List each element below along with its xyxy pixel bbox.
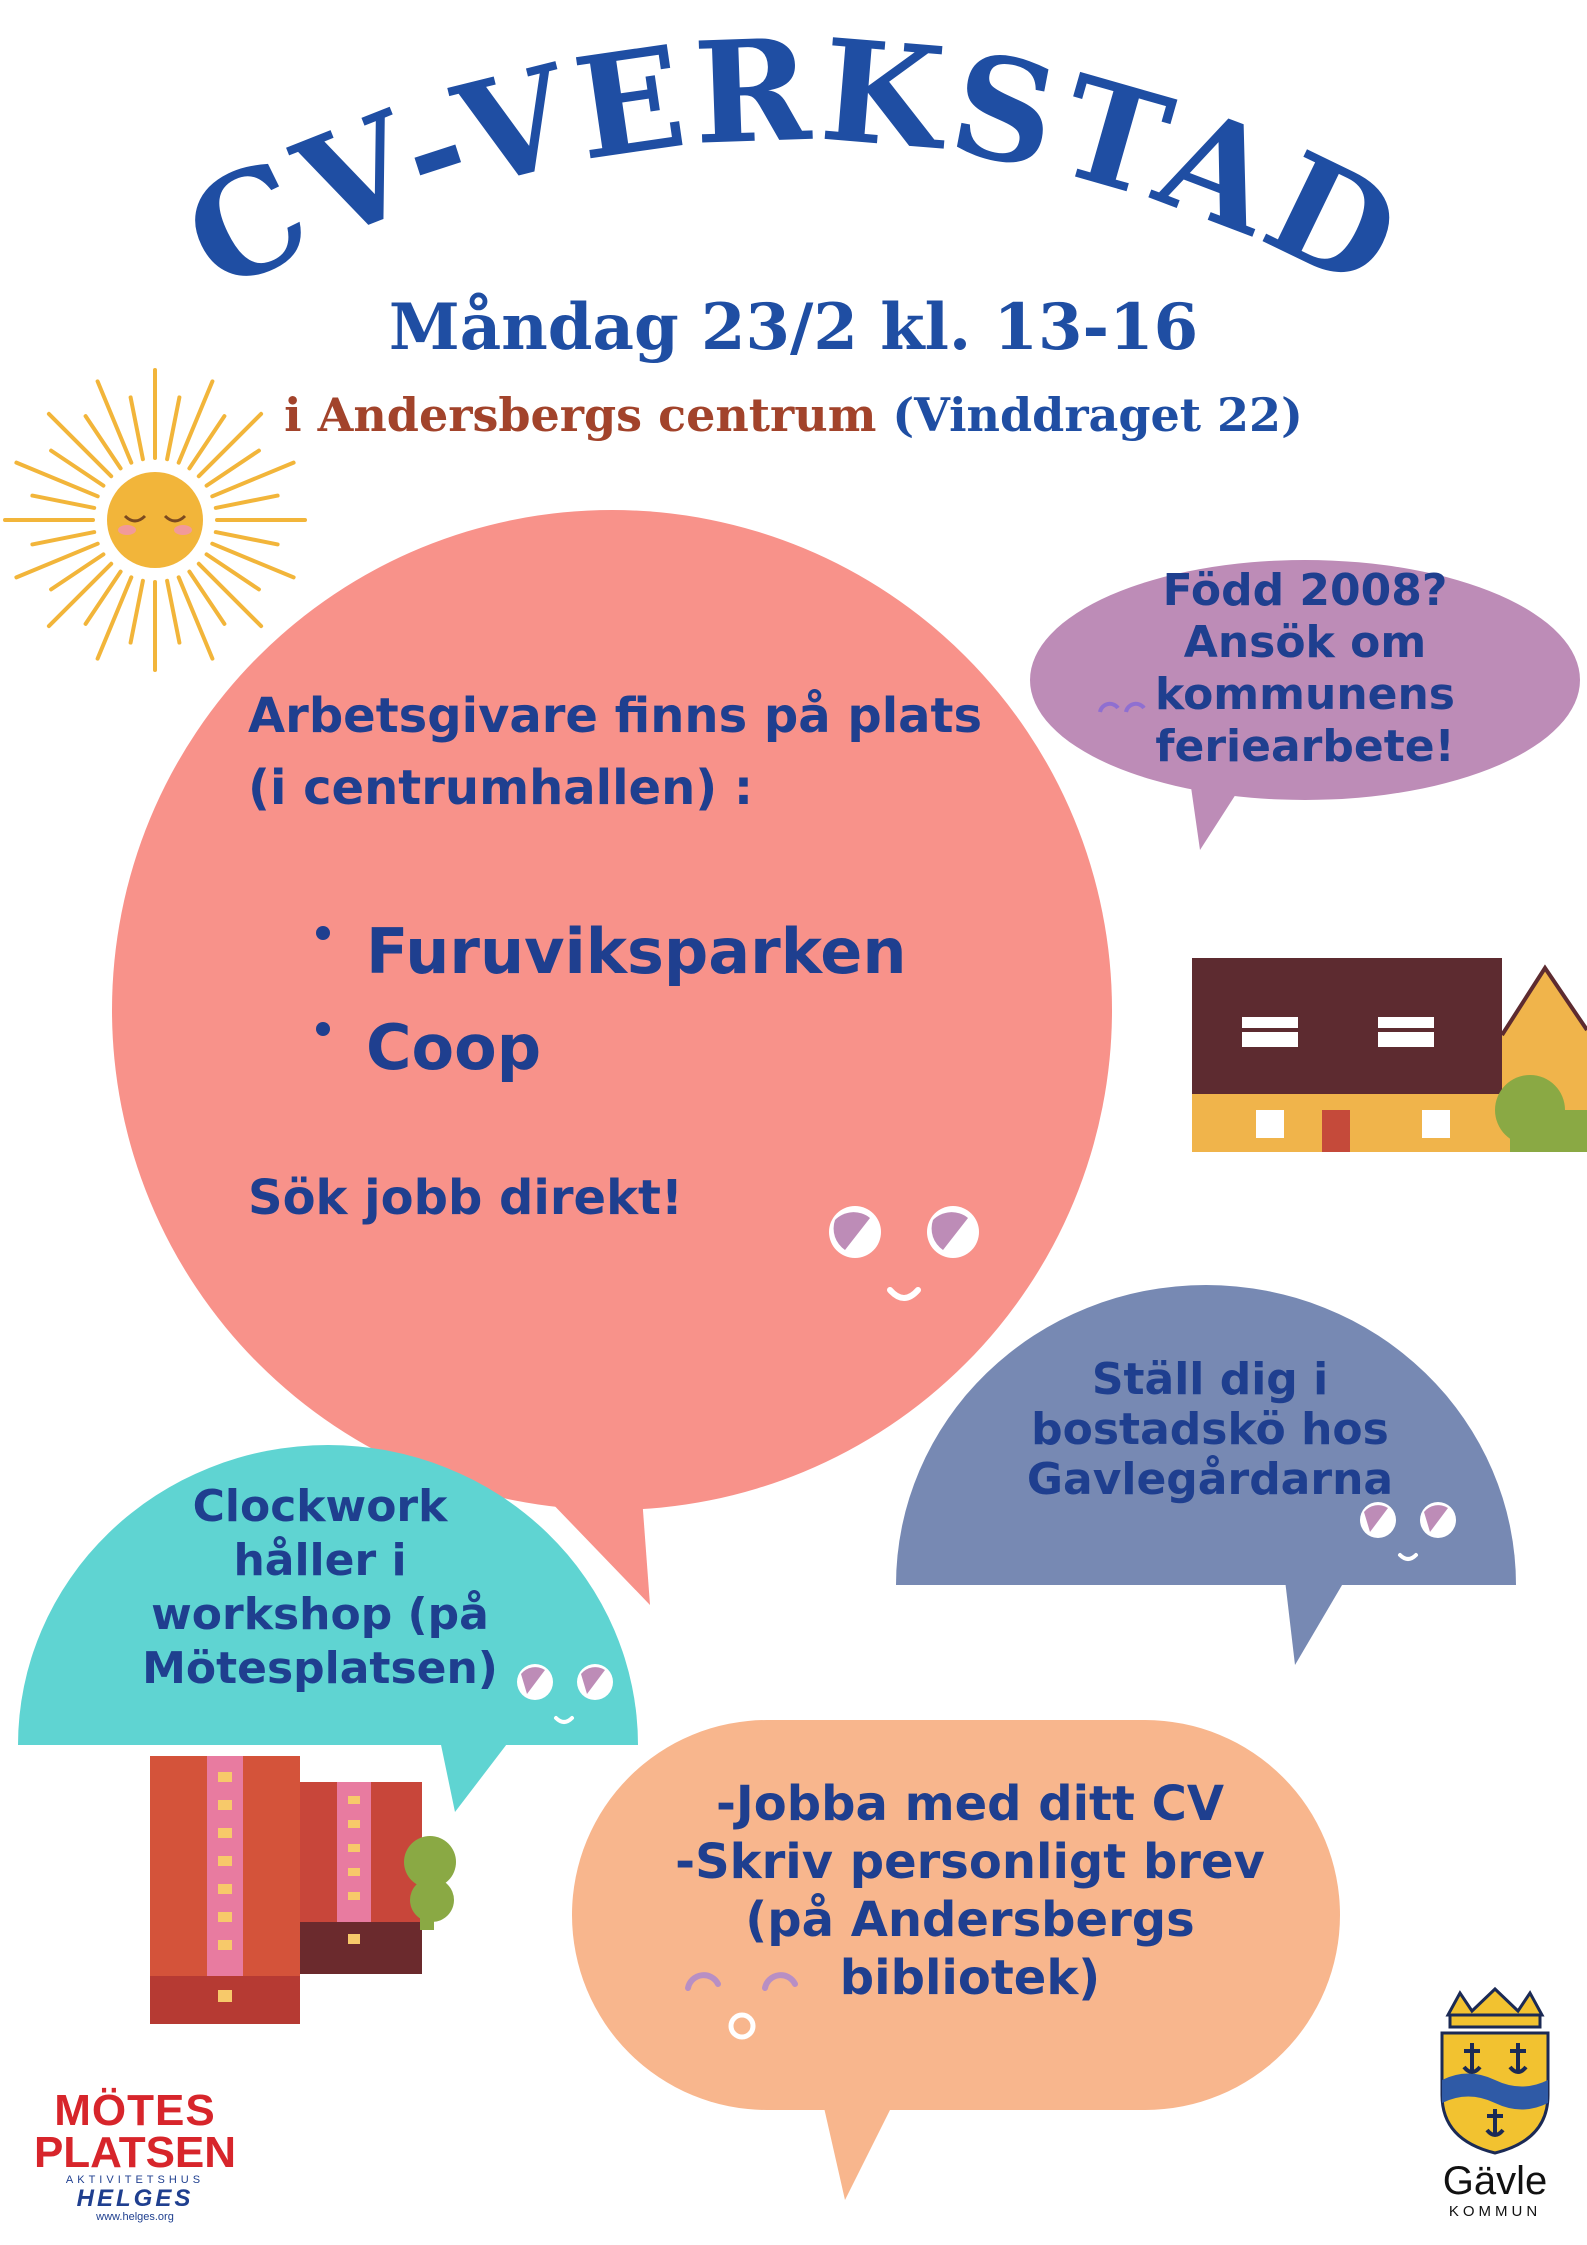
cv-help-line: bibliotek) <box>839 1950 1101 2006</box>
sun-ray <box>216 532 278 544</box>
housing-text <box>940 1355 1480 1505</box>
logo-line: MÖTES <box>54 2086 216 2135</box>
logo-name: Gävle <box>1442 2159 1548 2203</box>
logo-line: PLATSEN <box>33 2128 237 2177</box>
sun-ray <box>16 463 97 497</box>
logo-line: AKTIVITETSHUS <box>65 2174 205 2186</box>
title-arc <box>162 9 1428 325</box>
summer-job-line: Ansök om <box>1183 617 1427 668</box>
poster-title: CV-VERKSTAD <box>161 8 1428 325</box>
workshop-line: Mötesplatsen) <box>142 1643 498 1694</box>
motesplatsen-logo <box>30 2086 240 2223</box>
gavle-kommun-logo <box>1420 1985 1570 2235</box>
logo-url: www.helges.org <box>96 2211 174 2223</box>
sun-ray <box>131 581 143 643</box>
employers-intro: Arbetsgivare finns på plats (i centrumhallen) : <box>248 688 983 816</box>
summer-job-line: Född 2008? <box>1162 565 1448 616</box>
employer-item: Furuviksparken <box>312 904 1032 1000</box>
sun-ray <box>199 564 261 626</box>
event-date-time: Måndag 23/2 kl. 13-16 <box>388 290 1199 365</box>
location-prefix: i Andersbergs centrum <box>284 388 877 442</box>
sun-ray <box>16 544 97 578</box>
house-icon <box>1192 958 1587 1152</box>
sun-ray <box>212 463 293 497</box>
sun-ray <box>216 496 278 508</box>
employer-list <box>312 904 1032 1096</box>
cv-help-line: -Jobba med ditt CV <box>715 1776 1224 1832</box>
sun-ray <box>212 544 293 578</box>
cv-help-line: (på Andersbergs <box>745 1892 1195 1948</box>
summer-job-text <box>1080 565 1530 773</box>
workshop-line: håller i <box>233 1535 407 1586</box>
housing-line: Gavlegårdarna <box>1026 1454 1394 1505</box>
cv-help-text <box>620 1775 1320 2007</box>
svg-text:CV-VERKSTAD <box>162 9 1428 325</box>
logo-line: HELGES <box>76 2185 194 2212</box>
location-address: (Vinddraget 22) <box>892 388 1303 442</box>
sun-ray <box>49 564 111 626</box>
housing-line: Ställ dig i <box>1091 1354 1329 1405</box>
apply-now-text: Sök jobb direkt! <box>248 1170 683 1226</box>
sun-ray <box>32 496 94 508</box>
summer-job-line: kommunens <box>1154 669 1455 720</box>
logo-sub: KOMMUN <box>1448 2203 1542 2220</box>
workshop-line: workshop (på <box>151 1589 489 1640</box>
housing-line: bostadskö hos <box>1031 1404 1389 1455</box>
employer-item: Coop <box>312 1000 1032 1096</box>
sun-ray <box>32 532 94 544</box>
sun-ray <box>98 577 132 658</box>
sun-ray <box>179 577 213 658</box>
coat-of-arms-icon <box>1420 1985 1570 2155</box>
event-location <box>0 388 1587 442</box>
cv-help-line: -Skriv personligt brev <box>675 1834 1265 1890</box>
summer-job-line: feriearbete! <box>1155 721 1455 772</box>
workshop-text <box>90 1480 550 1696</box>
apartment-building-icon <box>150 1756 456 2024</box>
workshop-line: Clockwork <box>192 1481 448 1532</box>
sun-ray <box>167 581 179 643</box>
